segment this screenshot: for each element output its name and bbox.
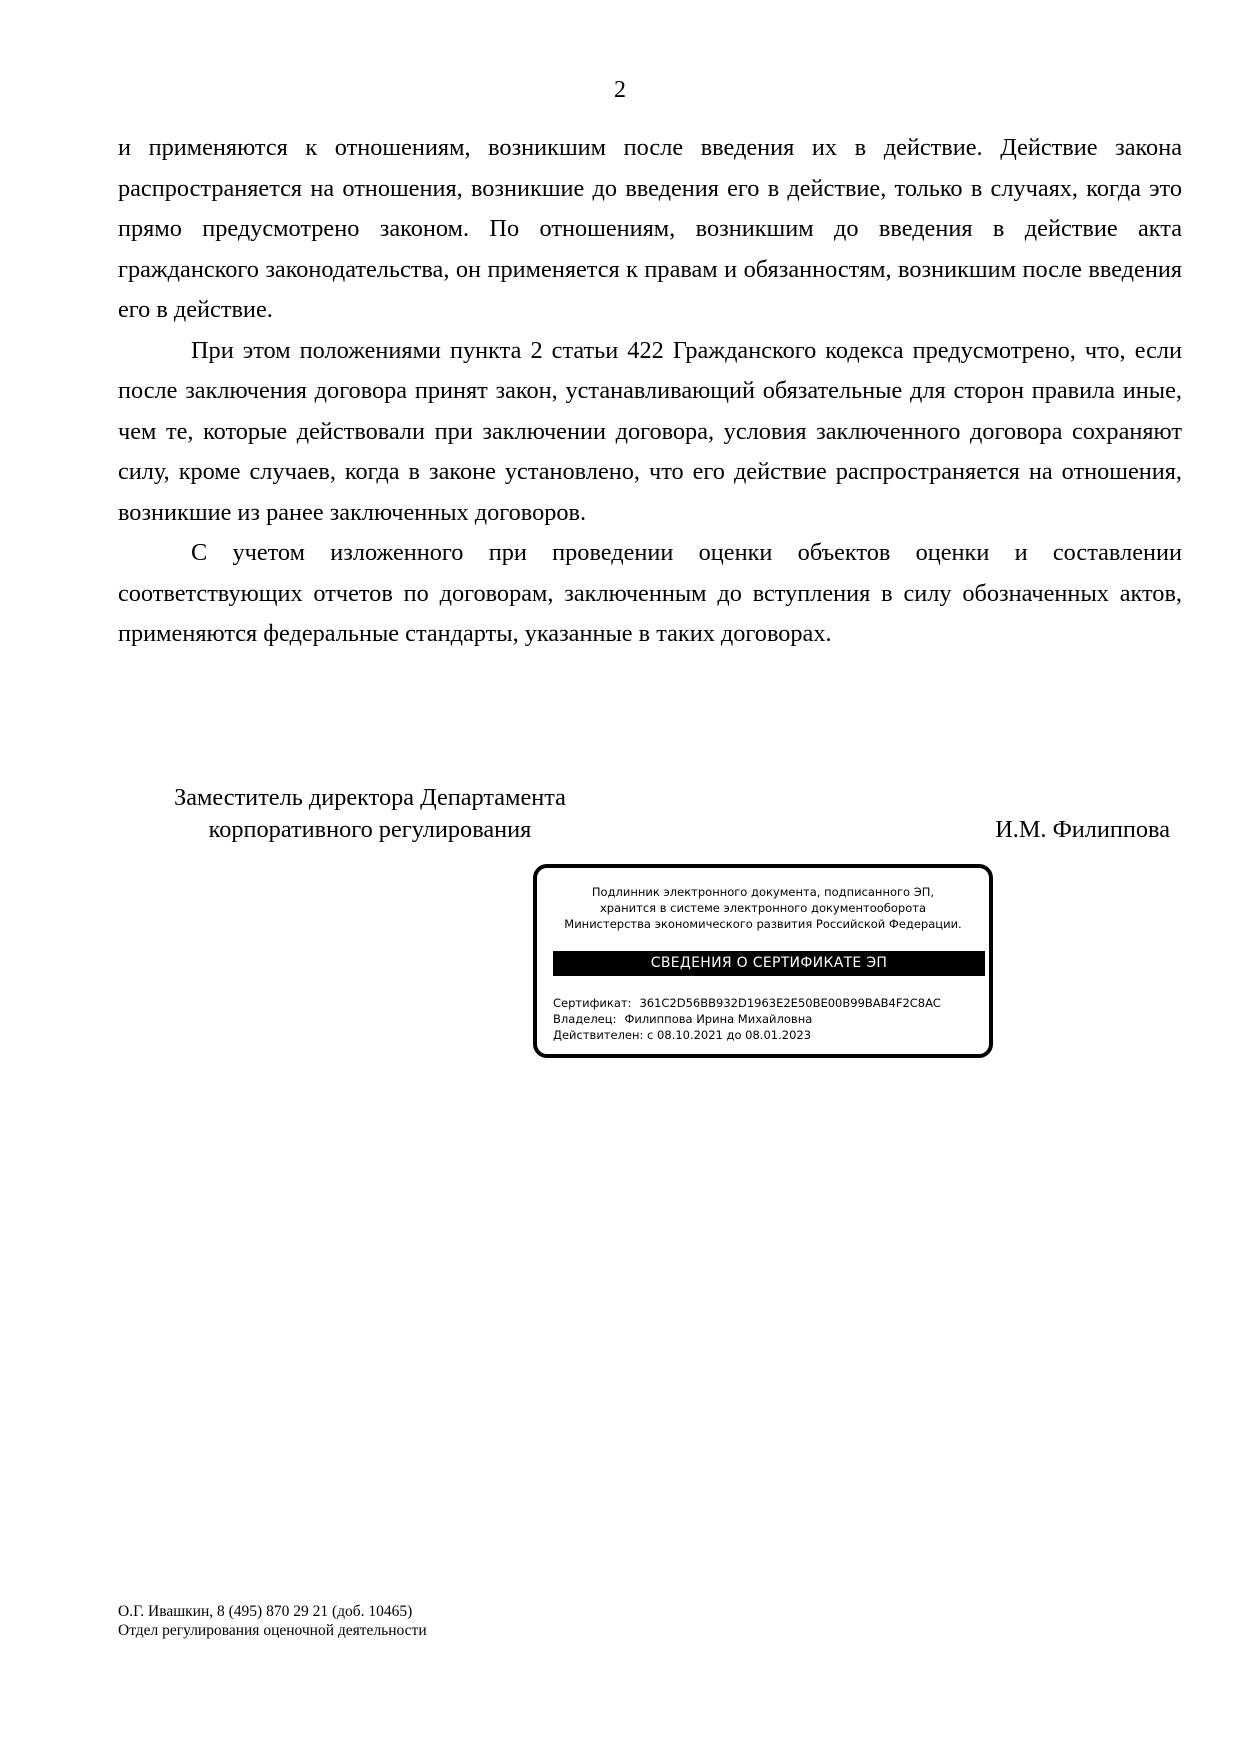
- signatory-title-line-2: корпоративного регулирования: [208, 816, 532, 843]
- footer-contact: О.Г. Ивашкин, 8 (495) 870 29 21 (доб. 10465): [118, 1603, 413, 1620]
- owner-row: [553, 1011, 985, 1027]
- certificate-row: [553, 995, 985, 1011]
- page-number: 2: [614, 77, 626, 103]
- stamp-intro-line-1: Подлинник электронного документа, подписанного ЭП,: [591, 885, 935, 899]
- certificate-label: Сертификат:: [553, 996, 632, 1010]
- footer-department: Отдел регулирования оценочной деятельности: [118, 1622, 427, 1639]
- electronic-signature-stamp: [533, 864, 993, 1058]
- footer: [118, 1602, 427, 1640]
- stamp-intro-line-3: Министерства экономического развития Российской Федерации.: [564, 917, 962, 931]
- paragraph-1: и применяются к отношениям, возникшим после введения их в действие. Действие закона распространяется на отношения, возникшие до введения его в действие, только в случаях, когда это прямо предусмотрено законом. По отношениям, возникшим до введения в действие акта гражданского законодательства, он применяется к правам и обязанностям, возникшим после введения его в действие.: [118, 134, 1182, 323]
- validity-row: Действителен: с 08.10.2021 до 08.01.2023: [553, 1028, 812, 1042]
- signatory-title-line-1: Заместитель директора Департамента: [174, 784, 566, 811]
- stamp-details: [553, 995, 985, 1043]
- owner-value: Филиппова Ирина Михайловна: [624, 1012, 813, 1026]
- owner-label: Владелец:: [553, 1012, 617, 1026]
- paragraph-2: При этом положениями пункта 2 статьи 422 Гражданского кодекса предусмотрено, что, если после заключения договора принят закон, устанавливающий обязательные для сторон правила иные, чем те, которые действовали при заключении договора, условия заключенного договора сохраняют силу, кроме случаев, когда в законе установлено, что его действие распространяется на отношения, возникшие из ранее заключенных договоров.: [118, 336, 1182, 526]
- signatory-name: И.М. Филиппова: [995, 816, 1170, 843]
- paragraph-3: С учетом изложенного при проведении оценки объектов оценки и составлении соответствующих отчетов по договорам, заключенным до вступления в силу обозначенных актов, применяются федеральные стандарты, указанные в таких договорах.: [118, 539, 1182, 647]
- stamp-banner: СВЕДЕНИЯ О СЕРТИФИКАТЕ ЭП: [553, 951, 985, 976]
- letter-body: [118, 128, 1182, 655]
- certificate-value: 361C2D56BB932D1963E2E50BE00B99BAB4F2C8AC: [639, 996, 941, 1010]
- stamp-intro: [537, 884, 989, 932]
- signatory-title: [150, 782, 590, 846]
- stamp-intro-line-2: хранится в системе электронного документооборота: [600, 901, 926, 915]
